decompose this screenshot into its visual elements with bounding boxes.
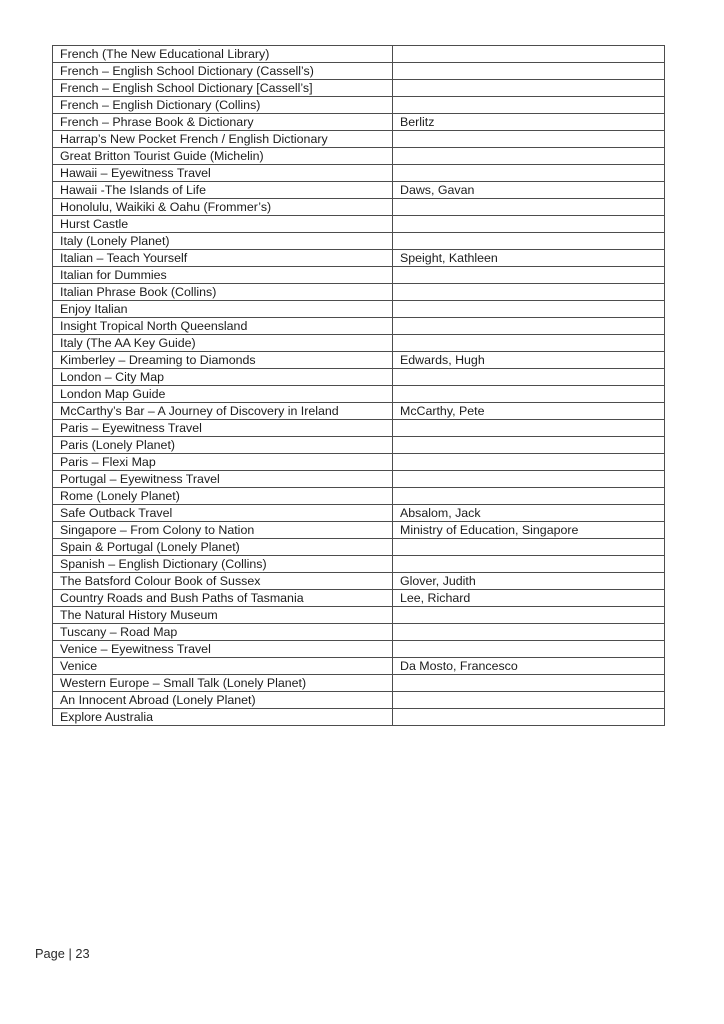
book-author-cell	[393, 692, 665, 709]
page-number-footer: Page | 23	[35, 946, 90, 961]
book-title-cell: Rome (Lonely Planet)	[53, 488, 393, 505]
book-author-cell: Absalom, Jack	[393, 505, 665, 522]
book-author-cell: Da Mosto, Francesco	[393, 658, 665, 675]
book-title-cell: Enjoy Italian	[53, 301, 393, 318]
book-author-cell	[393, 284, 665, 301]
book-title-cell: McCarthy’s Bar – A Journey of Discovery in Ireland	[53, 403, 393, 420]
table-row	[53, 573, 665, 590]
book-title-cell: Western Europe – Small Talk (Lonely Planet)	[53, 675, 393, 692]
book-author-cell	[393, 148, 665, 165]
book-title-cell: Italian for Dummies	[53, 267, 393, 284]
book-title-cell: The Batsford Colour Book of Sussex	[53, 573, 393, 590]
book-author-cell	[393, 624, 665, 641]
table-row	[53, 369, 665, 386]
table-row	[53, 131, 665, 148]
book-title-cell: Safe Outback Travel	[53, 505, 393, 522]
table-row	[53, 709, 665, 726]
book-author-cell: Glover, Judith	[393, 573, 665, 590]
book-author-cell	[393, 131, 665, 148]
table-row	[53, 539, 665, 556]
table-row	[53, 505, 665, 522]
table-row	[53, 556, 665, 573]
table-row	[53, 658, 665, 675]
table-row	[53, 488, 665, 505]
table-row	[53, 471, 665, 488]
book-author-cell	[393, 675, 665, 692]
table-row	[53, 386, 665, 403]
table-row	[53, 46, 665, 63]
book-title-cell: Venice	[53, 658, 393, 675]
book-title-cell: Portugal – Eyewitness Travel	[53, 471, 393, 488]
book-title-cell: Italy (The AA Key Guide)	[53, 335, 393, 352]
table-row	[53, 233, 665, 250]
book-author-cell: McCarthy, Pete	[393, 403, 665, 420]
table-row	[53, 420, 665, 437]
book-author-cell	[393, 488, 665, 505]
table-row	[53, 641, 665, 658]
book-author-cell	[393, 420, 665, 437]
table-row	[53, 335, 665, 352]
book-title-cell: Spanish – English Dictionary (Collins)	[53, 556, 393, 573]
book-title-cell: Italian – Teach Yourself	[53, 250, 393, 267]
table-row	[53, 216, 665, 233]
book-author-cell: Lee, Richard	[393, 590, 665, 607]
book-title-cell: Venice – Eyewitness Travel	[53, 641, 393, 658]
table-row	[53, 624, 665, 641]
book-title-cell: French – Phrase Book & Dictionary	[53, 114, 393, 131]
book-author-cell	[393, 641, 665, 658]
table-row	[53, 63, 665, 80]
book-author-cell	[393, 318, 665, 335]
book-author-cell	[393, 335, 665, 352]
book-author-cell: Daws, Gavan	[393, 182, 665, 199]
table-row	[53, 352, 665, 369]
book-author-cell	[393, 46, 665, 63]
book-title-cell: Harrap’s New Pocket French / English Dictionary	[53, 131, 393, 148]
table-row	[53, 301, 665, 318]
table-row	[53, 114, 665, 131]
table-row	[53, 148, 665, 165]
book-title-cell: French – English School Dictionary (Cassell’s)	[53, 63, 393, 80]
table-row	[53, 80, 665, 97]
book-title-cell: Paris – Flexi Map	[53, 454, 393, 471]
book-title-cell: French – English School Dictionary [Cassell’s]	[53, 80, 393, 97]
book-author-cell	[393, 216, 665, 233]
book-author-cell: Berlitz	[393, 114, 665, 131]
book-author-cell	[393, 63, 665, 80]
book-title-cell: Country Roads and Bush Paths of Tasmania	[53, 590, 393, 607]
book-title-cell: Hurst Castle	[53, 216, 393, 233]
book-author-cell	[393, 369, 665, 386]
table-row	[53, 165, 665, 182]
book-author-cell	[393, 97, 665, 114]
table-row	[53, 454, 665, 471]
book-author-cell: Speight, Kathleen	[393, 250, 665, 267]
book-list-table	[52, 45, 665, 726]
book-author-cell: Ministry of Education, Singapore	[393, 522, 665, 539]
book-title-cell: An Innocent Abroad (Lonely Planet)	[53, 692, 393, 709]
table-row	[53, 403, 665, 420]
book-author-cell	[393, 199, 665, 216]
table-row	[53, 182, 665, 199]
book-title-cell: French (The New Educational Library)	[53, 46, 393, 63]
book-author-cell: Edwards, Hugh	[393, 352, 665, 369]
table-row	[53, 590, 665, 607]
table-row	[53, 607, 665, 624]
book-title-cell: London – City Map	[53, 369, 393, 386]
book-author-cell	[393, 556, 665, 573]
book-author-cell	[393, 607, 665, 624]
book-title-cell: Insight Tropical North Queensland	[53, 318, 393, 335]
book-title-cell: Honolulu, Waikiki & Oahu (Frommer’s)	[53, 199, 393, 216]
book-title-cell: French – English Dictionary (Collins)	[53, 97, 393, 114]
book-author-cell	[393, 233, 665, 250]
book-title-cell: Italian Phrase Book (Collins)	[53, 284, 393, 301]
book-title-cell: Spain & Portugal (Lonely Planet)	[53, 539, 393, 556]
book-title-cell: Great Britton Tourist Guide (Michelin)	[53, 148, 393, 165]
table-row	[53, 199, 665, 216]
table-row	[53, 692, 665, 709]
table-row	[53, 675, 665, 692]
table-row	[53, 284, 665, 301]
table-row	[53, 437, 665, 454]
table-row	[53, 318, 665, 335]
book-title-cell: London Map Guide	[53, 386, 393, 403]
book-author-cell	[393, 301, 665, 318]
table-row	[53, 97, 665, 114]
book-author-cell	[393, 80, 665, 97]
book-list-body	[53, 46, 665, 726]
book-title-cell: Explore Australia	[53, 709, 393, 726]
book-author-cell	[393, 437, 665, 454]
book-author-cell	[393, 471, 665, 488]
book-title-cell: Italy (Lonely Planet)	[53, 233, 393, 250]
book-author-cell	[393, 165, 665, 182]
book-author-cell	[393, 267, 665, 284]
table-row	[53, 250, 665, 267]
book-title-cell: Tuscany – Road Map	[53, 624, 393, 641]
book-author-cell	[393, 709, 665, 726]
book-title-cell: The Natural History Museum	[53, 607, 393, 624]
book-title-cell: Kimberley – Dreaming to Diamonds	[53, 352, 393, 369]
table-row	[53, 267, 665, 284]
book-title-cell: Hawaii -The Islands of Life	[53, 182, 393, 199]
book-title-cell: Singapore – From Colony to Nation	[53, 522, 393, 539]
book-author-cell	[393, 454, 665, 471]
book-author-cell	[393, 386, 665, 403]
table-row	[53, 522, 665, 539]
book-title-cell: Paris (Lonely Planet)	[53, 437, 393, 454]
book-author-cell	[393, 539, 665, 556]
book-title-cell: Hawaii – Eyewitness Travel	[53, 165, 393, 182]
book-title-cell: Paris – Eyewitness Travel	[53, 420, 393, 437]
